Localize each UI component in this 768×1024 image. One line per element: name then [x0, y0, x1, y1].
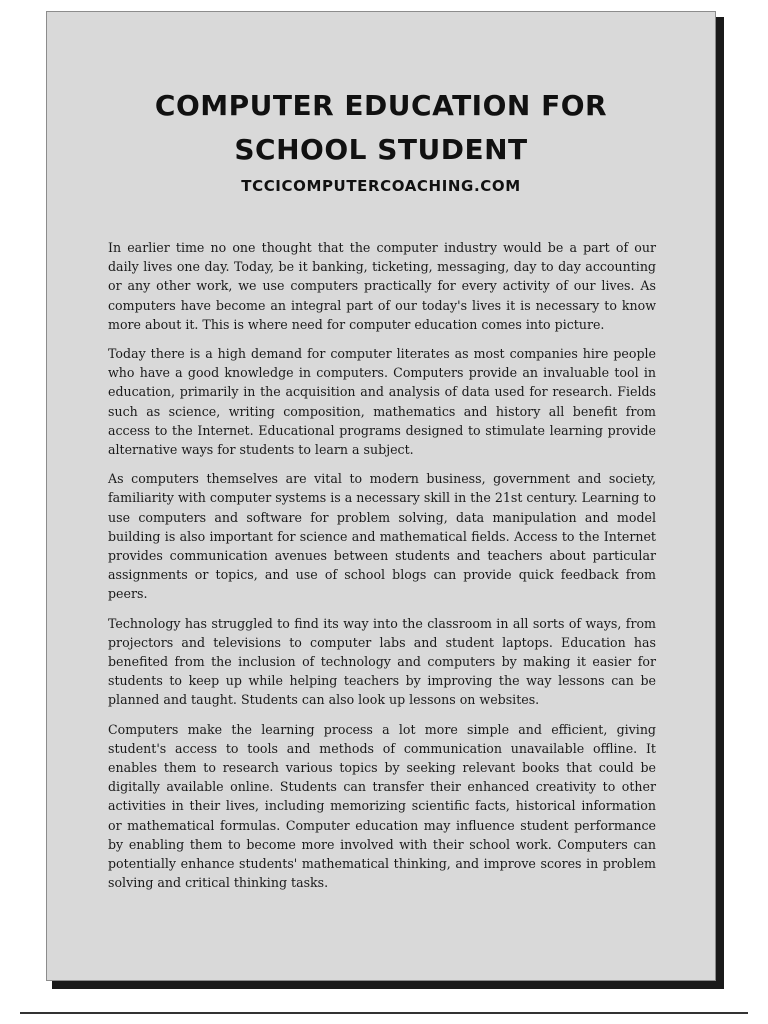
website-label: TCCICOMPUTERCOACHING.COM	[241, 177, 521, 195]
paragraph-2: Today there is a high demand for computer literates as most companies hire people who have a good knowledge in computers. Computers provide an invaluable tool in education, primarily in the acquisition and analysis of data used for research. Fields such as science, writing composition, mathematics and history all benefit from access to the Internet. Educational programs designed to stimulate learning provide alternative ways for students to learn a subject.	[108, 346, 656, 458]
document-body	[108, 238, 656, 903]
title-line-2: SCHOOL STUDENT	[234, 133, 528, 166]
footer-rule	[20, 1012, 748, 1014]
paragraph-5: Computers make the learning process a lot more simple and efficient, giving student's access to tools and methods of communication unavailable offline. It enables them to research various topics by seeking relevant books that could be digitally available online. Students can transfer their enhanced creativity to other activities in their lives, including memorizing scientific facts, historical information or mathematical formulas. Computer education may influence student performance by enabling them to become more involved with their school work. Computers can potentially enhance students' mathematical thinking, and improve scores in problem solving and critical thinking tasks.	[108, 721, 656, 891]
paragraph-3: As computers themselves are vital to modern business, government and society, familiarity with computer systems is a necessary skill in the 21st century. Learning to use computers and software for problem solving, data manipulation and model building is also important for science and mathematical fields. Access to the Internet provides communication avenues between students and teachers about particular assignments or topics, and use of school blogs can provide quick feedback from peers.	[108, 471, 656, 602]
paragraph-4: Technology has struggled to find its way into the classroom in all sorts of ways, from projectors and televisions to computer labs and student laptops. Education has benefited from the inclusion of technology and computers by making it easier for students to keep up while helping teachers by improving the way lessons can be planned and taught. Students can also look up lessons on websites.	[108, 615, 656, 708]
title-line-1: COMPUTER EDUCATION FOR	[154, 89, 608, 122]
document-title	[47, 84, 715, 172]
paragraph-1: In earlier time no one thought that the computer industry would be a part of our daily lives one day. Today, be it banking, ticketing, messaging, day to day accounting or any other work, we use computers practically for every activity of our lives. As computers have become an integral part of our today's lives it is necessary to know more about it. This is where need for computer education comes into picture.	[108, 240, 656, 332]
document-page	[46, 11, 716, 981]
